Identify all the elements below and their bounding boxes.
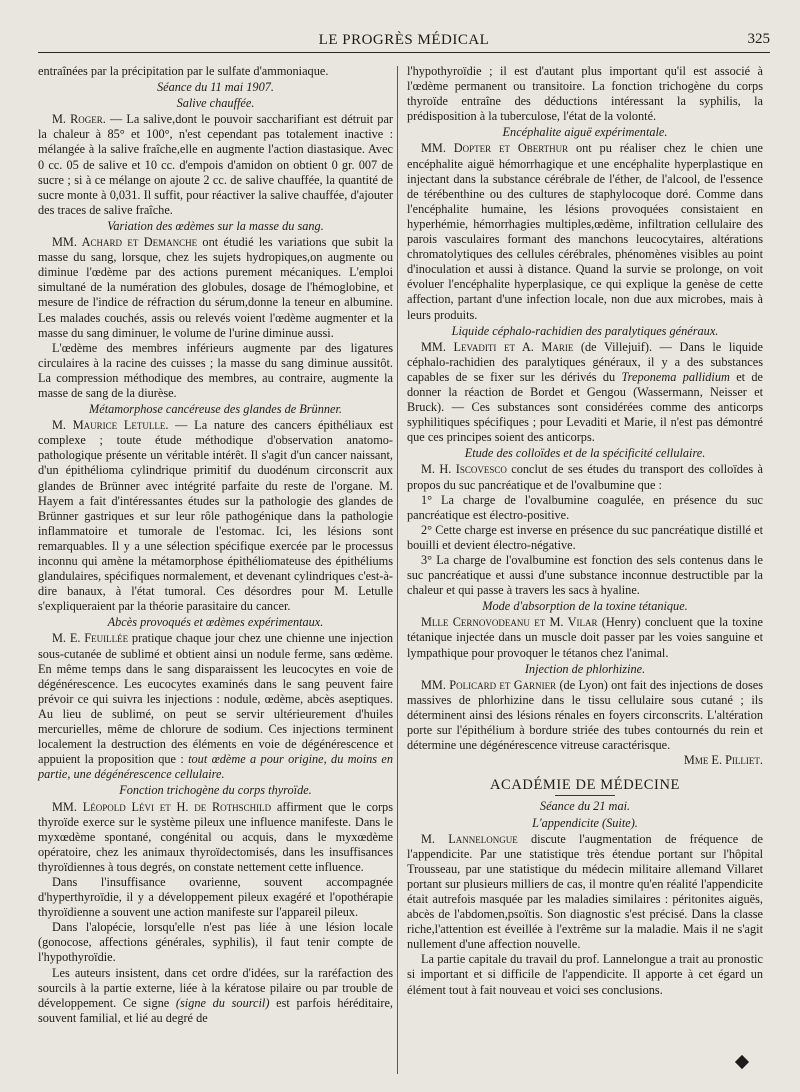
session-date: Séance du 11 mai 1907. [157, 80, 274, 95]
column-rule [397, 66, 398, 1074]
author-name: MM. Léopold Lévi et H. de Rothschild [52, 799, 272, 814]
paragraph-text: conclut de ses études du transport des colloïdes à propos du suc pancréatique et de l'ovalbumine que : [407, 462, 763, 492]
section-heading: Variation des œdèmes sur la masse du sang. [107, 218, 324, 233]
paragraph-text: (Henry) concluent que la toxine tétanique injectée dans un muscle doit passer par les voies sanguine et lympathique pour provoquer le tétanos chez l'animal. [407, 615, 763, 660]
paragraph [407, 615, 763, 660]
paragraph-text: (de Villejuif). — Dans le liquide céphalo-rachidien des paralytiques généraux, il y a des substances capables de se fixer sur les dérivés du [407, 339, 763, 384]
paragraph: Dans l'insuffisance ovarienne, souvent accompagnée d'hyperthyroïdie, il y a développement pileux exagéré et l'opothérapie thyroïdienne a souvent une action manifeste sur l'appareil pileux. [38, 874, 393, 920]
paragraph: 1° La charge de l'ovalbumine coagulée, en présence du suc pancréatique est électro-positive. [407, 492, 763, 522]
author-name: M. H. Iscovesco [421, 462, 507, 477]
paragraph-text: (de Lyon) ont fait des injections de doses massives de phlorhizine dans le tissu cellulaire sous cutané ; ils déterminent ainsi des lésions rénales en foyers circonscrits. L'altération porte sur l'épithélium à bordure striée des tubes contournés du rein et détermine une dégénérescence vitreuse caractérisque. [407, 677, 763, 753]
paragraph [407, 340, 763, 446]
paragraph-text: affirment que le corps thyroïde exerce sur le système pileux une influence manifeste. Dans le myxœdème spontané, congénital ou acquis, dans le myxœdème opératoire, chez les animaux thyroïdectomisés, dans les insuffisances thyroïdiennes à tous degrés, on constate nettement cette influence. [38, 799, 393, 874]
author-name: Mlle Cernovodeanu et M. Vilar [421, 615, 598, 630]
author-name: M. Lannelongue [421, 831, 518, 846]
right-column [407, 64, 763, 998]
author-name: M. E. Feuillée [52, 631, 129, 646]
section-heading: L'appendicite (Suite). [532, 815, 638, 830]
author-name: MM. Dopter et Oberthur [421, 141, 569, 156]
paragraph [38, 966, 393, 1026]
paragraph [407, 678, 763, 753]
italic-text: tout œdème a pour origine, du moins en partie, une dégénérescence cellulaire. [38, 752, 394, 782]
paragraph: La partie capitale du travail du prof. Lannelongue a trait au pronostic si important et si difficile de l'appendicite. Il apporte à cet égard un élément tout à fait nouveau et voici ses conclusions. [407, 952, 763, 997]
session-date: Séance du 21 mai. [539, 799, 631, 814]
section-heading: Liquide céphalo-rachidien des paralytiques généraux. [451, 323, 719, 338]
page-header [38, 22, 770, 53]
paragraph-text: ont pu réaliser chez le chien une encéphalite aiguë hémorrhagique et une encéphalite hyperplastique en injectant dans la substance cérébrale de l'éther, de l'alcool, de l'essence de térébenthine ou des cultures de staphylocoque doré. Comme dans l'encéphalite humaine, les lésions provoquées consistaient en hyperhémie, hémorrhagies multiples,œdème, infiltration cellulaire des parois vasculaires formant des manchons leucocytaires, altérations chromatolytiques des cellules cérébrales, phénomènes visibles au point d'inoculation et aussi à distance. Quand la survie se prolonge, on voit évoluer l'encéphalite hyperplasique, ce qui explique la genèse de cette affection, partant d'une infection locale, non due aux microbes, mais à leurs produits. [407, 141, 763, 322]
academy-heading: ACADÉMIE DE MÉDECINE [489, 777, 680, 794]
paragraph-text: — La nature des cancers épithéliaux est complexe ; toute étude méthodique d'observation anatomo-pathologique présente un véritable intérêt. Il s'agit d'un cancer naissant, d'un épithélioma cylindrique primitif du duodénum circonscrit aux glandes de Brünner avec intégrité parfaite du reste de l'organe. M. Hayem a fait d'intéressantes études sur la pathologie des glandes de Brünner gastriques et sur leur rôle pathogénique dans la pathologie inflammatoire et tumorale de l'estomac. Ici, les lésions sont remarquables. Il y a une sélection spécifique exercée par le processus inconnu qui amène la métamorphose épithéliomateuse des épithéliums glandulaires, spécifiques normalement, et devenant cylindriques c'est-à-dire banaux, à l'état tumoral. Ces désordres pour M. Letulle s'expliqueraient par la théorie parasitaire du cancer. [38, 418, 393, 614]
section-heading: Abcès provoqués et œdèmes expérimentaux. [107, 615, 324, 630]
paragraph-text: pratique chaque jour chez une chienne une injection sous-cutanée de sublimé et obtient ainsi un nodule ferme, sans œdème. En même temps dans le sang disparaissent les leucocytes en voie de dégénérescence. Les eucocytes examinés dans le sang peuvent faire prévoir ce qui suivra les injections : nodule, œdème, abcès aseptiques. Au lieu de sublimé, on peut se servir ultérieurement d'huiles mercurielles, même de chlorure de sodium. Ces injections terminent localement la destruction des éléments en voie de dégénérescence et appuient la proposition que : [38, 631, 393, 767]
paragraph [407, 832, 763, 953]
paragraph-text: est parfois héréditaire, souvent familial, et lié au degré de [38, 995, 393, 1025]
section-heading: Mode d'absorption de la toxine tétanique. [482, 599, 688, 614]
paragraph: L'œdème des membres inférieurs augmente par des ligatures circulaires à la racine des cuisses ; la masse du sang diminue aussitôt. La compression méthodique des membres, au contraire, augmente la masse de sang de la diurèse. [38, 340, 393, 400]
paragraph [407, 141, 763, 322]
signature: Mme E. Pilliet. [683, 753, 763, 768]
author-name: MM. Levaditi et A. Marie [421, 339, 574, 354]
paragraph-text: Les auteurs insistent, dans cet ordre d'idées, sur la raréfaction des sourcils à la partie externe, liée à la kératose pilaire ou par trouble de développement. Ce signe [38, 965, 393, 1010]
section-heading: Métamorphose cancéreuse des glandes de Brünner. [89, 402, 342, 417]
paragraph [38, 800, 393, 875]
author-name: M. Maurice Letulle. [52, 418, 169, 433]
left-column [38, 64, 393, 1026]
paragraph [407, 462, 763, 492]
heading-rule [555, 795, 615, 796]
paragraph-text: — La salive,dont le pouvoir saccharifiant est détruit par la chaleur à 85° et 100°, n'est cependant pas totalement inactive : mélangée à la salive fraîche,elle en augmente l'action diastasique. Avec 0 cc. 05 de salive et 10 cc. d'empois d'amidon on obtient 0 gr. 007 de sucre ; si à ce mélange on ajoute 2 cc. de salive chauffée, la quantité de sucre monte à 0,031. Il suffit, pour réactiver la salive chauffée, d'ajouter des traces de salive fraîche. [38, 112, 394, 217]
paragraph-text: et de donner la réaction de Bordet et Gengou (Wassermann, Neisser et Bruck). — Ces substances sont considérées comme des anticorps syphilitiques spécifiques ; pour Levaditi et Marie, il n'est pas démontré que ces principes soient des anticorps. [407, 369, 764, 445]
paragraph [38, 112, 393, 218]
running-title: LE PROGRÈS MÉDICAL [318, 32, 490, 48]
section-heading: Encéphalite aiguë expérimentale. [502, 125, 668, 140]
paragraph [38, 631, 393, 782]
paragraph: l'hypothyroïdie ; il est d'autant plus important qu'il est associé à l'œdème permanent ou transitoire. La fonction trichogène du corps thyroïde entraîne des déductions intéressant la syphilis, la prédisposition à la tuberculose, l'état de la volonté. [407, 64, 763, 124]
paragraph [38, 418, 393, 614]
italic-text: Treponema pallidium [621, 369, 730, 384]
section-heading: Injection de phlorhizine. [524, 661, 646, 676]
page-number: 325 [747, 31, 770, 47]
paragraph: 3° La charge de l'ovalbumine est fonction des sels contenus dans le suc pancréatique et aussi d'une substance inconnue destructible par la chaleur et qui passe à travers les sacs à hyaline. [407, 553, 763, 598]
paragraph: entraînées par la précipitation par le sulfate d'ammoniaque. [38, 64, 329, 78]
paragraph [38, 235, 393, 341]
author-name: MM. Policard et Garnier [421, 677, 557, 692]
author-name: MM. Achard et Demanche [52, 235, 198, 250]
paragraph: Dans l'alopécie, lorsqu'elle n'est pas liée à une lésion locale (gonocose, affections générales, syphilis), il faut tenir compte de l'hypothyroïdie. [38, 920, 393, 965]
paragraph: 2° Cette charge est inverse en présence du suc pancréatique distillé et bouilli et devient électro-négative. [407, 522, 763, 552]
author-name: M. Roger. [52, 112, 106, 127]
section-heading: Etude des colloïdes et de la spécificité cellulaire. [464, 446, 706, 461]
section-heading: Salive chauffée. [176, 96, 255, 111]
italic-text: (signe du sourcil) [175, 995, 270, 1010]
diamond-ornament-icon [735, 1055, 749, 1069]
section-heading: Fonction trichogène du corps thyroïde. [119, 783, 312, 798]
paragraph-text: ont étudié les variations que subit la masse du sang, lorsque, chez les sujets hydropiques,on augmente ou diminue l'œdème par des actions purement mécaniques. L'emploi simultané de la numération des globules, dosage de l'hémoglobine, et mesure de l'indice de réfraction du sérum,donne la teneur en albumine. Les malades couchés, assis ou relevés voient l'œdème augmenter et la masse du sang diminuer, le volume de l'urine diminue aussi. [38, 235, 393, 340]
paragraph-text: discute l'augmentation de fréquence de l'appendicite. Par une statistique très étendue portant sur l'hôpital Trousseau, par une statistique du médecin militaire allemand Villaret portant sur plusieurs milliers de cas, il montre qu'en réalité l'appendicite était autrefois masquée par les maladies similaires : péritonites aiguës, abcès de l'abdomen,psoïtis. Son diagnostic s'est précisé. Dans la classe riche,l'attention est éveillée à l'extrême sur la maladie. Mais il ne s'agit nullement d'une affection nouvelle. [407, 831, 763, 952]
